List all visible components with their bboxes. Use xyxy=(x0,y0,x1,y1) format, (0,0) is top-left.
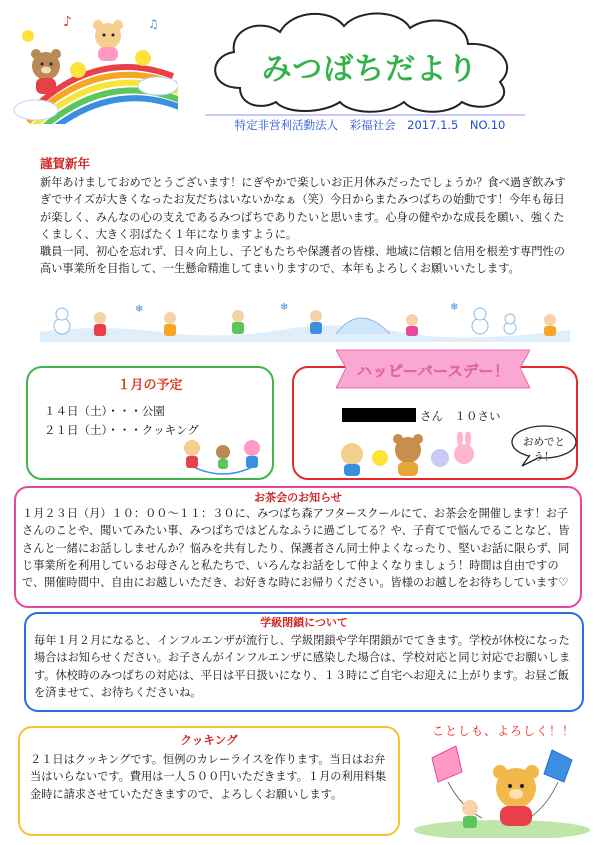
birthday-name-age: さん １０さい xyxy=(420,409,501,423)
organization-line: 特定非営利活動法人 彩福社会 2017.1.5 NO.10 xyxy=(234,118,506,132)
bear-rainbow-illustration xyxy=(8,6,178,124)
svg-text:❄: ❄ xyxy=(450,302,459,313)
redacted-name xyxy=(342,408,416,422)
greeting-title: 謹賀新年 xyxy=(40,156,91,171)
greeting-paragraph: 職員一同、初心を忘れず、日々向上し、子どもたちや保護者の皆様、地域に信頼と信用を根差す専門性の高い事業所を目指して、一生懸命精進してまいりますので、本年もよろしくお願いいたします。 xyxy=(40,245,565,276)
monthly-plan-title: １月の予定 xyxy=(117,378,183,393)
greeting-paragraph: 新年あけましておめでとうございます！にぎやかで楽しいお正月休みだったでしょうか？食べ過ぎ飲みすぎでサイズが大きくなったお友だちはいないかなぁ（笑）今日からまたみつばちの始動です！今年も毎日が楽しく、みんなの心の支えであるみつばちでありたいと思います。心身の健やかな成長を願い、強くたくましく、大きく羽ばたく１年になりますように。 xyxy=(40,176,566,241)
newsletter-title: みつばちだより xyxy=(261,52,479,87)
birthday-banner-text: ハッピーバースデー！ xyxy=(357,362,510,380)
header-divider xyxy=(205,114,525,116)
winter-children-illustration xyxy=(40,296,570,342)
cooking-title: クッキング xyxy=(180,733,238,747)
closing-message: ことしも、よろしく！！ xyxy=(432,724,576,738)
svg-text:❄: ❄ xyxy=(280,302,289,313)
children-jump-rope-illustration xyxy=(178,434,268,478)
greeting-body xyxy=(40,174,570,278)
svg-text:♫: ♫ xyxy=(148,17,159,31)
svg-text:♪: ♪ xyxy=(63,14,72,30)
tea-party-body: １月２３日（月）１０：００～１１：３０に、みつばち森アフタースクールにて、お茶会を開催します！お子さんのことや、聞いてみたい事、みつばちではどんなふうに過ごしてる？や、子育てで悩んでることなど、皆さんと一緒にお話ししませんか？悩みを共有したり、保護者さん同士仲よくなったり、堅いお話に限らず、同じ事業所を利用しているお母さんと私たちで、いろんなお話をして仲よくなりましょう！時間は自由ですので、開催時間中、自由にお越しいただき、お好きな時にお帰りください。皆様のお越しをお待ちしています♡ xyxy=(22,507,570,590)
svg-text:❄: ❄ xyxy=(135,304,144,315)
class-closure-body: 毎年１月２月になると、インフルエンザが流行し、学級閉鎖や学年閉鎖がでてきます。学校が休校になった場合はお知らせください。お子さんがインフルエンザに感染した場合は、学校対応と同じ対応でお願いします。休校時のみつばちの対応は、平日は平日扱いになり、１３時にご自宅へお迎えに上がります。お昼ご飯を済ませて、お待ちくださいね。 xyxy=(34,634,571,699)
tea-party-title: お茶会のお知らせ xyxy=(254,491,342,504)
plan-item: １４日（土）・・・公園 xyxy=(44,404,165,418)
congratulations-text: おめでとう！ xyxy=(523,436,565,463)
animal-friends-illustration xyxy=(336,432,476,478)
kite-children-illustration xyxy=(412,738,590,838)
class-closure-title: 学級閉鎖について xyxy=(260,616,348,629)
plan-item: ２１日（土）・・・クッキング xyxy=(44,423,199,437)
cooking-body: ２１日はクッキングです。恒例のカレーライスを作ります。当日はお弁当はいらないです。費用は一人５００円いただきます。１月の利用料集金時に請求させていただきますので、よろしくお願いします。 xyxy=(30,753,387,801)
